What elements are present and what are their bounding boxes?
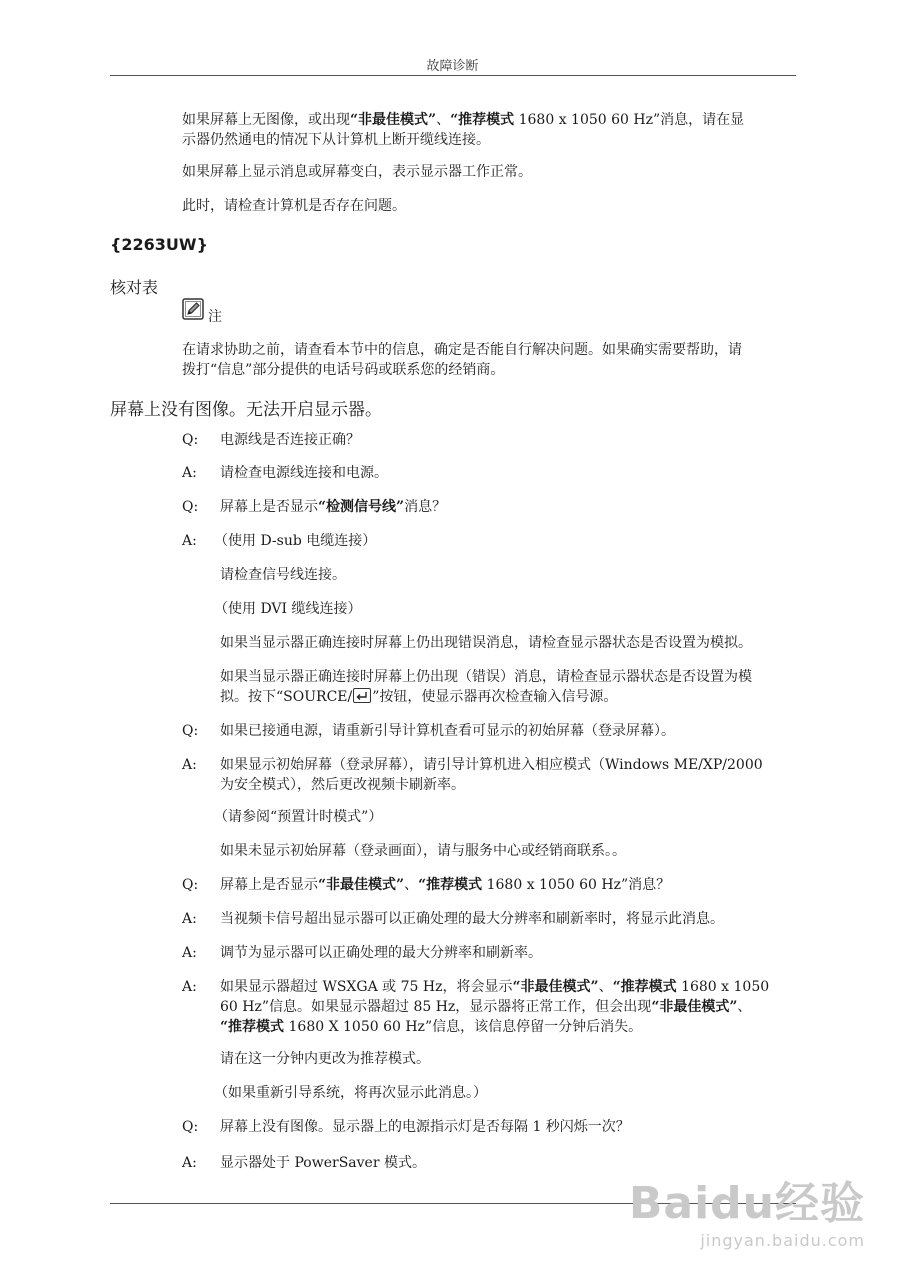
text: 60 Hz”信息。如果显示器超过 85 Hz，显示器将正常工作，但会出现	[220, 999, 652, 1015]
bold-text: “推荐模式	[220, 1019, 285, 1035]
text: 消息？	[404, 499, 447, 515]
text: 1680 X 1050 60 Hz”信息，该信息停留一分钟后消失。	[284, 1019, 643, 1035]
intro-paragraph-1	[182, 110, 798, 150]
text: 拨打“信息”部分提供的电话号码或联系您的经销商。	[182, 362, 505, 378]
text: 1680 x 1050 60 Hz”消息？	[482, 877, 671, 893]
baidu-watermark	[629, 1167, 865, 1250]
text: 在请求协助之前，请查看本节中的信息，确定是否能自行解决问题。如果确实需要帮助，请	[182, 342, 742, 358]
bold-text: “推荐模式	[418, 877, 483, 893]
intro-paragraph-3: 此时，请检查计算机是否存在问题。	[182, 198, 406, 214]
text: 示器仍然通电的情况下从计算机上断开缆线连接。	[182, 132, 490, 148]
qa-text: 如果未显示初始屏幕（登录画面），请与服务中心或经销商联系。。	[220, 843, 626, 859]
qa-text: 请在这一分钟内更改为推荐模式。	[220, 1051, 430, 1067]
qa-label: A:	[182, 533, 197, 549]
qa-text: 显示器处于 PowerSaver 模式。	[220, 1155, 426, 1171]
note-text	[182, 340, 798, 380]
page-header-title: 故障诊断	[426, 59, 479, 74]
qa-text	[220, 497, 798, 517]
qa-text	[220, 875, 798, 895]
qa-text: 请检查电源线连接和电源。	[220, 465, 388, 481]
qa-label: A:	[182, 979, 197, 995]
bold-text: “非最佳模式”	[318, 877, 405, 893]
text: 、	[598, 979, 613, 995]
intro-paragraph-2: 如果屏幕上显示消息或屏幕变白，表示显示器工作正常。	[182, 164, 532, 180]
qa-text	[220, 755, 798, 795]
text: 屏幕上是否显示	[220, 499, 318, 515]
note-pencil-icon	[182, 298, 204, 320]
qa-label: A:	[182, 1155, 197, 1171]
qa-text: 调节为显示器可以正确处理的最大分辨率和刷新率。	[220, 945, 542, 961]
text: 、	[404, 877, 419, 893]
text: 如果当显示器正确连接时屏幕上仍出现（错误）消息，请检查显示器状态是否设置为模	[220, 669, 752, 685]
qa-label: Q:	[182, 877, 199, 893]
qa-text: （使用 DVI 缆线连接）	[214, 601, 362, 617]
qa-text: 如果已接通电源，请重新引导计算机查看可显示的初始屏幕（登录屏幕）。	[220, 723, 675, 739]
qa-text: 请检查信号线连接。	[220, 567, 346, 583]
qa-label: Q:	[182, 1119, 199, 1135]
qa-text: （如果重新引导系统，将再次显示此消息。）	[214, 1085, 487, 1101]
text: 1680 x 1050	[676, 979, 770, 995]
text: 为安全模式），然后更改视频卡刷新率。	[220, 777, 465, 793]
qa-text	[220, 667, 798, 707]
qa-label: Q:	[182, 499, 199, 515]
qa-text: 当视频卡信号超出显示器可以正确处理的最大分辨率和刷新率时，将显示此消息。	[220, 911, 724, 927]
qa-label: A:	[182, 757, 197, 773]
qa-label: Q:	[182, 723, 199, 739]
text: 如果显示器超过 WSXGA 或 75 Hz，将会显示	[220, 979, 513, 995]
bold-text: “非最佳模式”	[350, 112, 437, 128]
qa-text: 电源线是否连接正确？	[220, 432, 360, 448]
qa-label: A:	[182, 465, 197, 481]
qa-label: Q:	[182, 432, 199, 448]
qa-text	[220, 977, 798, 1037]
qa-label: A:	[182, 911, 197, 927]
watermark-url: jingyan.baidu.com	[700, 1231, 865, 1250]
header-rule	[110, 75, 796, 76]
watermark-logo: Baidu经验	[628, 1178, 865, 1229]
bold-text: “推荐模式	[612, 979, 677, 995]
note-label: 注	[208, 309, 222, 325]
text: 屏幕上是否显示	[220, 877, 318, 893]
text: 、	[436, 112, 451, 128]
bold-text: “检测信号线”	[318, 499, 405, 515]
qa-text: （使用 D-sub 电缆连接）	[214, 533, 377, 549]
qa-text: 屏幕上没有图像。显示器上的电源指示灯是否每隔 1 秒闪烁一次？	[220, 1119, 630, 1135]
bold-text: “非最佳模式”	[651, 999, 738, 1015]
enter-key-icon	[353, 688, 371, 703]
text: 如果屏幕上无图像，或出现	[182, 112, 350, 128]
text: 拟。按下“SOURCE/	[220, 689, 353, 705]
qa-text: （请参阅“预置计时模式”）	[214, 809, 383, 825]
text: 如果显示初始屏幕（登录屏幕），请引导计算机进入相应模式（Windows ME/XP/2000	[220, 757, 763, 773]
text: 1680 x 1050 60 Hz”	[514, 112, 661, 128]
checklist-heading: 核对表	[110, 278, 159, 297]
qa-text: 如果当显示器正确连接时屏幕上仍出现错误消息，请检查显示器状态是否设置为模拟。	[220, 635, 752, 651]
model-heading: {2263UW}	[110, 235, 208, 254]
text: ”按钮，使显示器再次检查输入信号源。	[372, 689, 618, 705]
bold-text: “推荐模式	[450, 112, 515, 128]
text: 消息，请在显	[660, 112, 745, 128]
text: 、	[737, 999, 752, 1015]
bold-text: “非最佳模式”	[512, 979, 599, 995]
section-heading: 屏幕上没有图像。无法开启显示器。	[110, 400, 382, 420]
qa-label: A:	[182, 945, 197, 961]
